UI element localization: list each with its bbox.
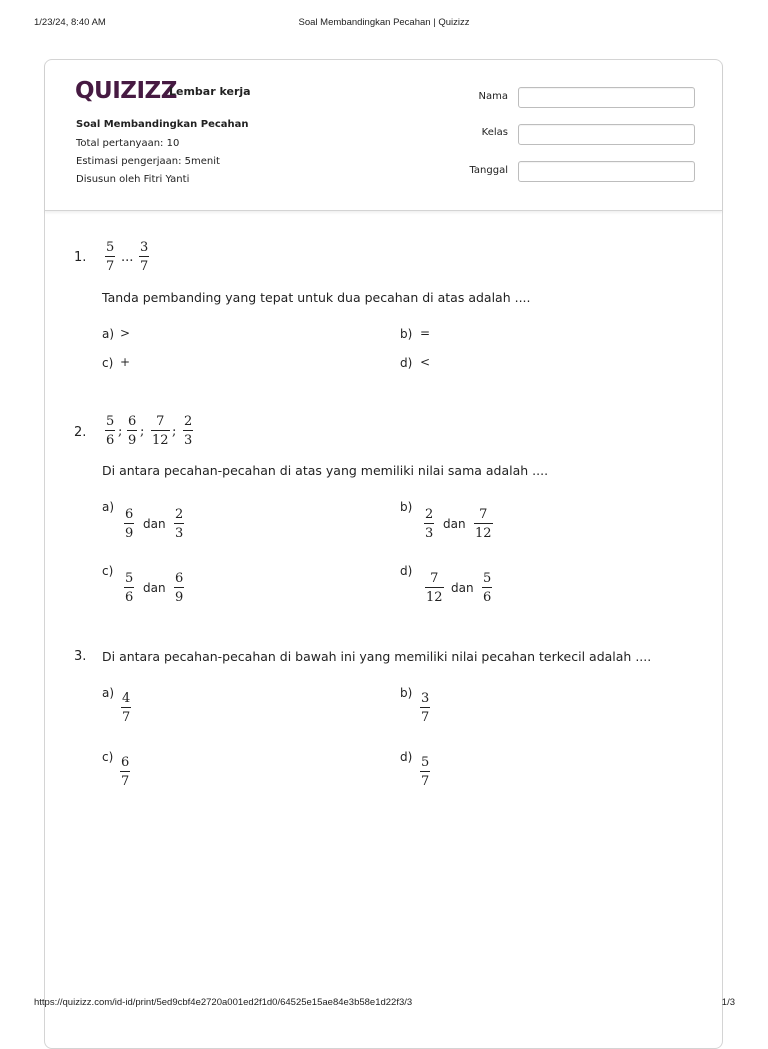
comparison-placeholder: ... (121, 250, 134, 265)
date-label: Tanggal (469, 165, 508, 176)
question-text: Di antara pecahan-pecahan di atas yang memiliki nilai sama adalah .... (102, 463, 549, 478)
fraction: 5 6 (106, 414, 115, 448)
print-page-number: 1/3 (721, 997, 735, 1008)
option-letter: b) (400, 500, 413, 514)
option-letter: a) (102, 500, 115, 514)
option-c[interactable]: + (120, 355, 131, 369)
fraction: 7 12 (475, 507, 492, 541)
class-field[interactable] (518, 124, 695, 145)
separator: ; (172, 424, 177, 439)
fraction: 2 3 (184, 414, 193, 448)
name-label: Nama (478, 91, 508, 102)
question-text: Di antara pecahan-pecahan di bawah ini yang memiliki nilai pecahan terkecil adalah .... (102, 649, 652, 664)
option-letter: c) (102, 564, 114, 578)
print-url: https://quizizz.com/id-id/print/5ed9cbf4e2720a001ed2f1d0/64525e15ae84e3b58e1d22f3/3 (34, 997, 413, 1008)
fraction: 6 9 (125, 507, 134, 541)
print-page-title: Soal Membandingkan Pecahan | Quizizz (298, 17, 470, 28)
option-a[interactable]: > (120, 326, 131, 340)
option-a[interactable]: 4 7 (122, 691, 131, 725)
option-letter: d) (400, 564, 413, 578)
name-field[interactable] (518, 87, 695, 108)
question-number: 2. (74, 425, 87, 440)
fraction: 2 3 (175, 507, 184, 541)
fraction: 5 6 (125, 571, 134, 605)
class-label: Kelas (481, 127, 508, 138)
worksheet-type-label: Lembar kerja (169, 85, 251, 98)
total-questions: Total pertanyaan: 10 (76, 138, 180, 149)
fraction: 5 7 (106, 240, 115, 274)
option-letter: d) (400, 356, 413, 370)
fraction: 7 12 (152, 414, 169, 448)
fraction: 5 6 (483, 571, 492, 605)
option-letter: c) (102, 750, 114, 764)
option-letter: a) (102, 327, 115, 341)
fraction: 7 12 (426, 571, 443, 605)
option-letter: a) (102, 686, 115, 700)
quizizz-logo: QUIZIZZ (75, 78, 177, 104)
print-datetime: 1/23/24, 8:40 AM (34, 17, 106, 28)
worksheet-card (44, 59, 723, 1049)
connector: dan (443, 517, 466, 531)
question-number: 1. (74, 250, 87, 265)
fraction: 2 3 (425, 507, 434, 541)
option-b[interactable]: 3 7 (421, 691, 430, 725)
separator: ; (118, 424, 123, 439)
worksheet-title: Soal Membandingkan Pecahan (76, 119, 249, 130)
option-b[interactable]: = (420, 326, 431, 340)
option-letter: b) (400, 686, 413, 700)
connector: dan (143, 581, 166, 595)
fraction: 6 9 (128, 414, 137, 448)
fraction: 6 9 (175, 571, 184, 605)
option-letter: d) (400, 750, 413, 764)
worksheet-header (45, 60, 722, 211)
question-number: 3. (74, 649, 87, 664)
connector: dan (143, 517, 166, 531)
time-estimate: Estimasi pengerjaan: 5menit (76, 156, 220, 167)
option-letter: c) (102, 356, 114, 370)
option-d[interactable]: < (420, 355, 431, 369)
connector: dan (451, 581, 474, 595)
fraction: 3 7 (140, 240, 149, 274)
date-field[interactable] (518, 161, 695, 182)
option-d[interactable]: 5 7 (421, 755, 430, 789)
author: Disusun oleh Fitri Yanti (76, 174, 190, 185)
question-text: Tanda pembanding yang tepat untuk dua pecahan di atas adalah .... (102, 290, 531, 305)
option-c[interactable]: 6 7 (121, 755, 130, 789)
separator: ; (140, 424, 145, 439)
option-letter: b) (400, 327, 413, 341)
